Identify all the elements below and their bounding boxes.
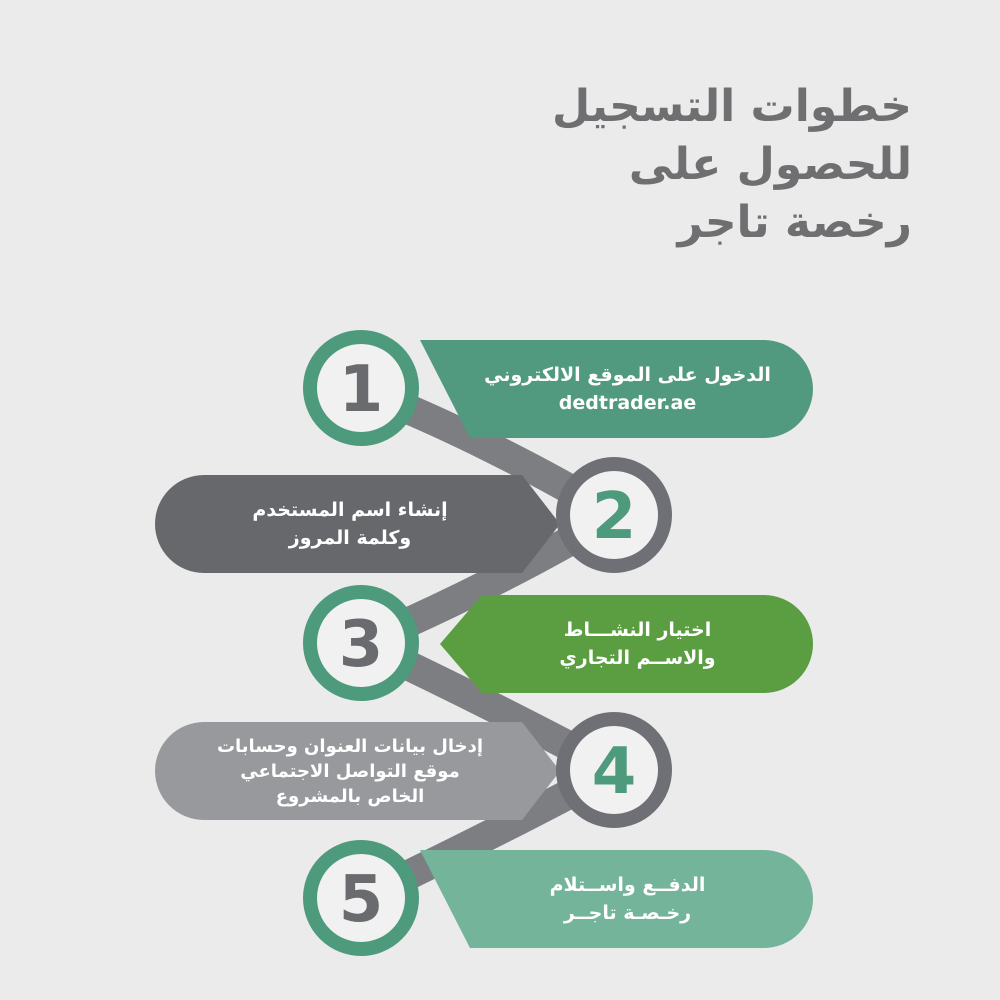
step-3-number: 3 (338, 608, 384, 682)
step-5-text-line-1: الدفــع واســتلام (549, 874, 706, 896)
step-5-label (450, 850, 805, 948)
step-2-text-line-2: وكلمة المروز (288, 527, 412, 549)
step-4-number: 4 (591, 735, 637, 809)
step-2-label (165, 475, 535, 573)
title-line-2: للحصول على (628, 139, 912, 190)
step-3-text-line-1: اختيار النشـــاط (563, 619, 712, 641)
step-1-label (450, 340, 805, 438)
step-1-text-line-1: الدخول على الموقع الالكتروني (484, 364, 771, 386)
step-4-text-line-1: إدخال بيانات العنوان وحسابات (216, 735, 484, 757)
step-1-number: 1 (338, 353, 384, 427)
step-1-circle (310, 337, 412, 439)
step-3-text-line-2: والاســم التجاري (559, 647, 716, 669)
step-2-text-line-1: إنشاء اسم المستخدم (252, 499, 448, 521)
step-5-number: 5 (338, 863, 384, 937)
step-4-circle (563, 719, 665, 821)
step-1-website: dedtrader.ae (558, 392, 697, 414)
step-4-text-line-2: موقع التواصل الاجتماعي (240, 760, 460, 782)
title-line-3: رخصة تاجر (677, 197, 912, 248)
step-3-label (470, 595, 805, 693)
step-5-circle (310, 847, 412, 949)
step-5-text-line-2: رخـصـة تاجــر (563, 902, 692, 924)
step-2-number: 2 (591, 480, 637, 554)
title-line-1: خطوات التسجيل (551, 81, 912, 132)
step-4-text-line-3: الخاص بالمشروع (275, 785, 425, 807)
step-4-label (165, 722, 535, 820)
step-3-circle (310, 592, 412, 694)
step-2-circle (563, 464, 665, 566)
